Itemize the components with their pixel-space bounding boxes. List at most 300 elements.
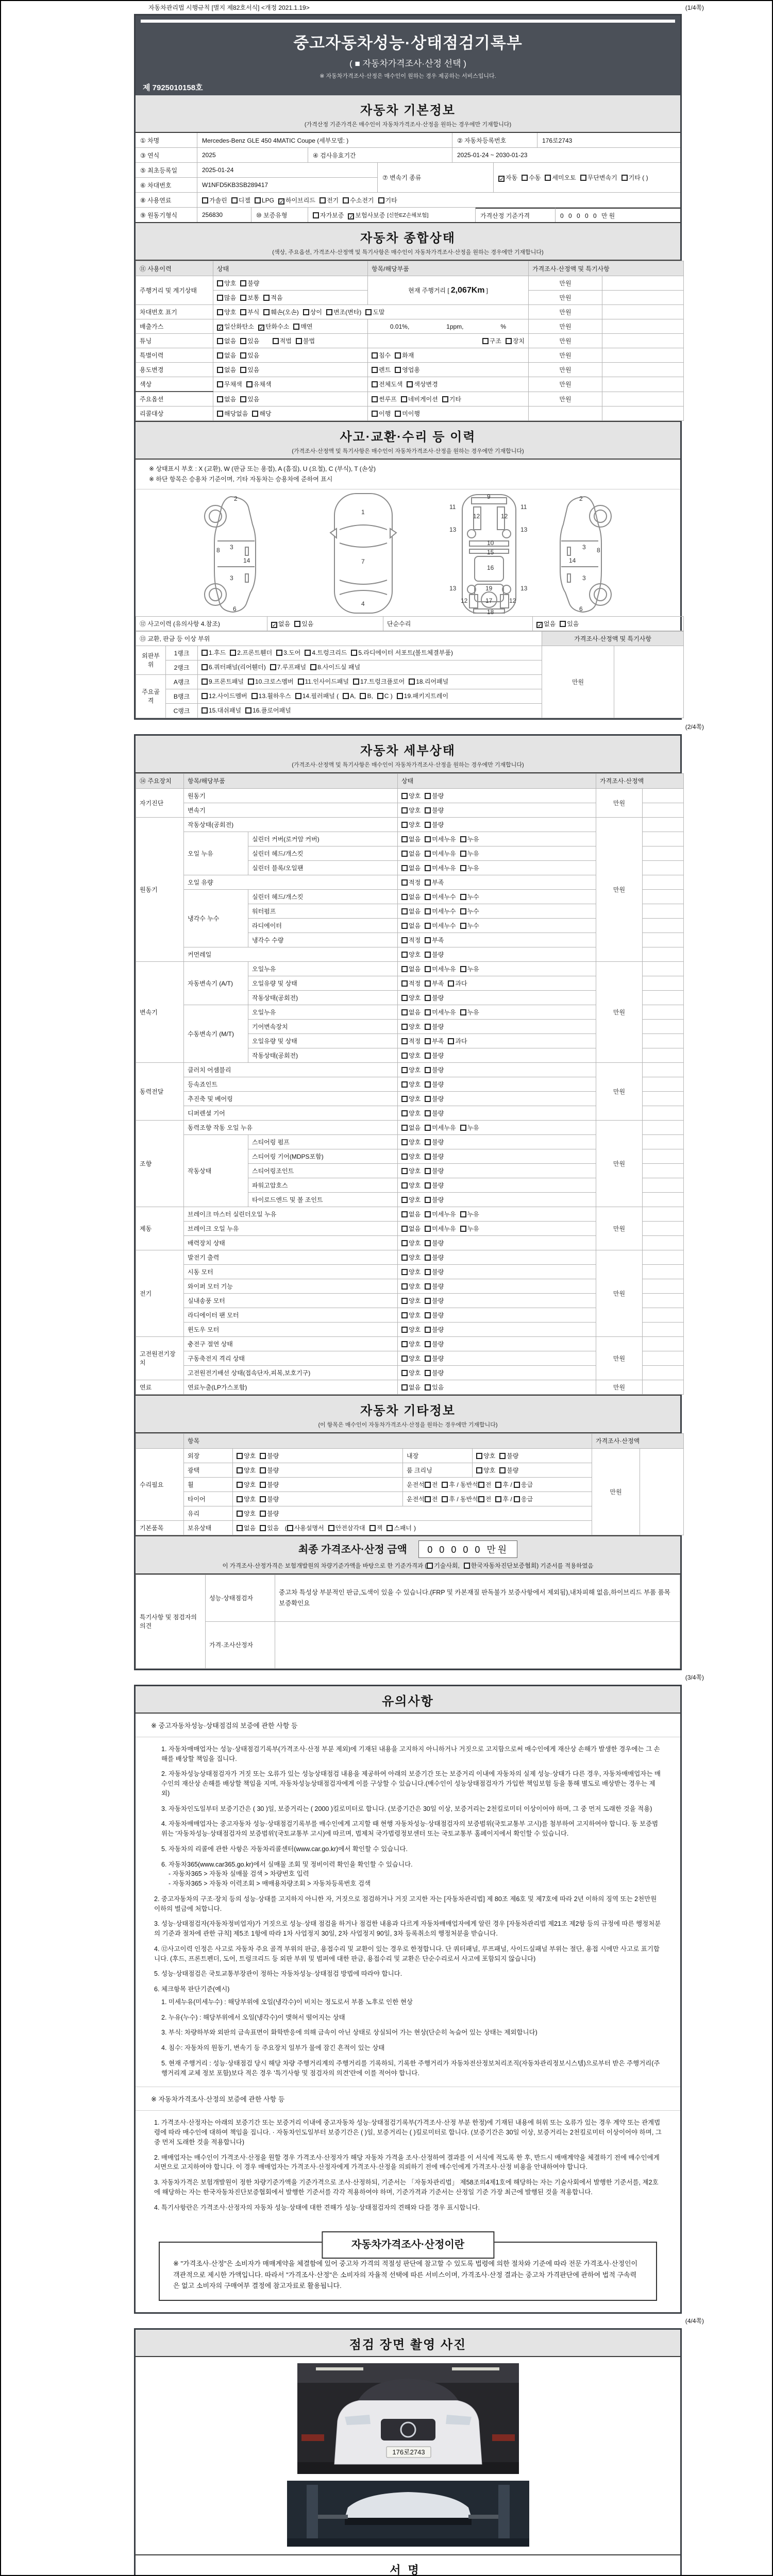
color-state — [213, 377, 368, 392]
checkbox[interactable] — [401, 1067, 408, 1073]
checkbox[interactable] — [476, 1453, 482, 1459]
checkbox[interactable] — [460, 836, 466, 842]
checkbox[interactable] — [401, 1327, 408, 1333]
checkbox[interactable] — [401, 1355, 408, 1362]
checkbox[interactable] — [401, 1096, 408, 1102]
checkbox[interactable] — [378, 197, 384, 204]
checkbox[interactable] — [425, 836, 431, 842]
checkbox[interactable] — [401, 1038, 408, 1044]
checkbox[interactable] — [425, 1067, 431, 1073]
accident-history-table — [136, 616, 684, 631]
checkbox[interactable] — [401, 1053, 408, 1059]
checkbox[interactable] — [263, 309, 270, 315]
checkbox[interactable] — [284, 1524, 293, 1532]
checkbox[interactable] — [460, 851, 466, 857]
checkbox[interactable] — [305, 650, 311, 656]
note-cell — [643, 1192, 684, 1207]
checkbox[interactable] — [425, 1182, 431, 1189]
emission-label: 배출가스 — [136, 319, 213, 334]
checkbox-label: 양호 — [409, 1023, 421, 1030]
checkbox[interactable] — [401, 1168, 408, 1174]
checkbox-label: 있음 — [247, 337, 260, 345]
checkbox[interactable] — [425, 966, 431, 972]
checkbox[interactable] — [499, 1453, 506, 1459]
checkbox[interactable] — [237, 1511, 243, 1517]
checkbox[interactable] — [425, 1269, 431, 1275]
checkbox[interactable] — [425, 1226, 431, 1232]
checkbox[interactable] — [386, 1525, 393, 1531]
checkbox[interactable] — [251, 693, 258, 699]
checkbox[interactable] — [425, 908, 431, 914]
note-cell — [643, 1308, 684, 1322]
checkbox[interactable] — [401, 879, 408, 886]
inspector-label: 성능·상태점검자 — [206, 1574, 275, 1621]
checkbox[interactable] — [448, 980, 454, 987]
checkbox[interactable] — [255, 197, 261, 204]
checkbox[interactable] — [372, 352, 378, 359]
checkbox[interactable] — [217, 309, 223, 315]
checkbox[interactable] — [343, 693, 349, 699]
notice-block-2 — [136, 2111, 680, 2221]
checkbox[interactable] — [260, 1511, 266, 1517]
checkbox[interactable] — [401, 1384, 408, 1391]
checkbox[interactable] — [237, 1453, 243, 1459]
checkbox[interactable] — [425, 1482, 431, 1488]
checkbox-label: 사용설명서 — [294, 1524, 324, 1532]
checkbox[interactable] — [425, 1053, 431, 1059]
checkbox[interactable] — [425, 1496, 431, 1502]
checkbox-label: 누수 — [467, 893, 479, 901]
checkbox[interactable] — [246, 381, 253, 387]
checkbox[interactable] — [313, 212, 319, 218]
item-cell: 실린더 헤드/개스킷 — [248, 846, 398, 860]
item-cell: 실린더 헤드/개스킷 — [248, 889, 398, 904]
state-cell — [398, 933, 596, 947]
note-cell — [643, 1091, 684, 1106]
checkbox[interactable] — [401, 851, 408, 857]
separator: / — [510, 1495, 512, 1503]
sub-oil-leak: 오일 누유 — [184, 832, 248, 875]
checkbox[interactable] — [298, 679, 304, 685]
checkbox[interactable] — [401, 807, 408, 814]
checkbox[interactable] — [401, 1125, 408, 1131]
rank1-label: 1랭크 — [166, 646, 198, 660]
checkbox[interactable] — [401, 1370, 408, 1376]
checkbox[interactable] — [201, 679, 208, 685]
transmission-options — [494, 163, 680, 192]
checkbox[interactable] — [522, 175, 528, 181]
checkbox[interactable]: ✓ — [218, 325, 223, 331]
svg-text:18: 18 — [487, 608, 494, 615]
checkbox[interactable] — [401, 908, 408, 914]
checkbox[interactable] — [425, 807, 431, 814]
checkbox[interactable] — [425, 1125, 431, 1131]
checkbox[interactable]: ✓ — [537, 622, 543, 629]
checkbox[interactable] — [407, 381, 413, 387]
checkbox[interactable] — [401, 894, 408, 900]
checkbox[interactable] — [560, 621, 566, 627]
appraisal-definition-body: ※ "가격조사·산정"은 소비자가 매매계약을 체결함에 있어 중고차 가격의 적절성 판단에 참고할 수 있도록 법령에 의한 절차와 기준에 따라 전문 가격조사·산정인이 객관적으로 제시한 가액입니다. 따라서 "가격조사·산정"은 소비자의 자율적 선택에 따른 서비스이며, 가격조사·산정 결과는 중고차 가격판단에 관하여 법적 구속력은 없고 소비자의 구매여부 결정에 참고자료로 활용됩니다. — [173, 2260, 638, 2290]
usage-change-label: 용도변경 — [136, 363, 213, 377]
checkbox[interactable] — [201, 650, 208, 656]
note-cell — [643, 1279, 684, 1293]
checkbox[interactable] — [401, 1110, 408, 1116]
checkbox[interactable] — [401, 1312, 408, 1318]
checkbox[interactable] — [621, 175, 628, 181]
checkbox-label: 양호 — [409, 1326, 421, 1333]
overall-band — [136, 222, 680, 261]
checkbox[interactable] — [401, 1255, 408, 1261]
checkbox[interactable] — [401, 966, 408, 972]
checkbox[interactable] — [260, 1467, 266, 1473]
checkbox[interactable] — [580, 175, 586, 181]
checkbox[interactable] — [401, 1226, 408, 1232]
checkbox[interactable] — [401, 1182, 408, 1189]
checkbox-label: 없음 — [409, 850, 421, 857]
checkbox[interactable] — [425, 1298, 431, 1304]
checkbox[interactable] — [260, 1525, 266, 1531]
checkbox[interactable] — [260, 1453, 266, 1459]
wheel-positions — [403, 1477, 592, 1492]
checkbox[interactable] — [372, 396, 378, 402]
checkbox[interactable] — [478, 1482, 484, 1488]
state-cell — [398, 832, 596, 846]
device-steering: 조향 — [136, 1120, 184, 1207]
svg-text:1: 1 — [361, 508, 365, 516]
checkbox[interactable] — [425, 1168, 431, 1174]
checkbox[interactable] — [401, 980, 408, 987]
state-cell — [398, 1264, 596, 1279]
vin-mark-label: 차대번호 표기 — [136, 305, 213, 319]
checkbox[interactable] — [217, 280, 223, 286]
checkbox[interactable] — [263, 295, 270, 301]
fuel-checkboxes — [202, 196, 397, 205]
checkbox-label: 응급 — [521, 1481, 533, 1488]
exterior-state — [233, 1448, 403, 1463]
checkbox[interactable] — [425, 952, 431, 958]
checkbox[interactable] — [425, 894, 431, 900]
checkbox[interactable] — [460, 865, 466, 871]
checkbox[interactable] — [260, 1496, 266, 1502]
checkbox[interactable] — [460, 1009, 466, 1015]
exchange-price-col: 가격조사·산정액 및 특기사항 — [542, 631, 684, 646]
checkbox[interactable]: ✓ — [279, 198, 284, 205]
checkbox-label: 누유 — [467, 1225, 479, 1232]
checkbox[interactable]: ✓ — [349, 213, 354, 220]
checkbox-label: 누유 — [467, 1124, 479, 1131]
checkbox-label: 누유 — [467, 965, 479, 973]
notice-block-1 — [136, 1737, 680, 2087]
checkbox[interactable] — [425, 1370, 431, 1376]
checkbox[interactable] — [427, 1563, 433, 1569]
checkbox[interactable] — [442, 1496, 448, 1502]
rankA-label: A랭크 — [166, 674, 198, 689]
checkbox[interactable] — [365, 309, 372, 315]
checkbox[interactable] — [425, 1154, 431, 1160]
checkbox[interactable] — [353, 679, 359, 685]
checkbox[interactable] — [372, 411, 378, 417]
checkbox[interactable] — [237, 1482, 243, 1488]
checkbox[interactable] — [425, 1255, 431, 1261]
checkbox[interactable] — [425, 937, 431, 943]
checkbox[interactable] — [425, 822, 431, 828]
checkbox[interactable] — [201, 707, 208, 714]
checkbox[interactable] — [499, 1467, 506, 1473]
checkbox[interactable] — [425, 1312, 431, 1318]
checkbox[interactable] — [401, 1298, 408, 1304]
checkbox[interactable] — [217, 352, 223, 359]
checkbox[interactable] — [295, 693, 301, 699]
checkbox[interactable] — [401, 793, 408, 799]
notice-item: 1. 가격조사·산정자는 아래의 보증기간 또는 보증거리 이내에 중고자동차 성능·상태점검기록부(가격조사·산정 부분 한정)에 기재된 내용에 허위 또는 오류가 있는 경우 계약 또는 관계법령에 따라 매수인에 대하여 책임을 집니다. · 자동차인도일부터 보증기간은 ( )일, 보증거리는 ( )킬로미터로 합니다. (보증기간은 30일 이상, 보증거리는 2천킬로미터 이상이어야 하며, 그 중 먼저 도래한 것을 적용합니다) — [154, 2119, 662, 2146]
checkbox[interactable] — [514, 1496, 520, 1502]
checkbox[interactable] — [425, 1139, 431, 1145]
checkbox[interactable] — [401, 1269, 408, 1275]
notice-item: 6. 자동차365(www.car365.go.kr)에서 실매물 조회 및 정비이력 확인을 확인할 수 있습니다. — [161, 1860, 413, 1868]
svg-text:2: 2 — [234, 495, 238, 502]
checkbox[interactable] — [425, 1355, 431, 1362]
checkbox[interactable]: ✓ — [272, 622, 277, 629]
final-price-label: 최종 가격조사·산정 금액 — [298, 1544, 407, 1555]
checkbox-label: 불량 — [432, 1326, 444, 1333]
checkbox[interactable] — [377, 693, 383, 699]
checkbox[interactable] — [495, 1496, 501, 1502]
table-header-row — [136, 773, 684, 788]
checkbox-label: 양호 — [409, 1052, 421, 1059]
checkbox[interactable] — [425, 851, 431, 857]
checkbox[interactable] — [401, 1009, 408, 1015]
checkbox[interactable] — [425, 793, 431, 799]
checkbox[interactable] — [248, 679, 254, 685]
checkbox[interactable] — [442, 396, 448, 402]
checkbox[interactable] — [482, 338, 489, 344]
checkbox[interactable] — [425, 865, 431, 871]
checkbox[interactable] — [360, 693, 366, 699]
special-history-label: 특별이력 — [136, 348, 213, 363]
rank2-options — [198, 660, 542, 674]
checkbox[interactable] — [425, 1024, 431, 1030]
reg-no-value: 176로2743 — [542, 137, 573, 144]
checkbox[interactable] — [401, 822, 408, 828]
checkbox[interactable] — [425, 1081, 431, 1088]
checkbox[interactable] — [395, 411, 401, 417]
checkbox[interactable] — [460, 894, 466, 900]
checkbox[interactable] — [401, 1024, 408, 1030]
checkbox[interactable] — [460, 908, 466, 914]
svg-text:13: 13 — [520, 584, 528, 592]
unit-cell: 만원 — [529, 276, 602, 291]
checkbox-label: 없음 — [409, 1008, 421, 1016]
table-row — [136, 392, 684, 406]
checkbox[interactable] — [240, 309, 246, 315]
checkbox[interactable] — [425, 1384, 431, 1391]
checkbox[interactable] — [401, 952, 408, 958]
checkbox[interactable] — [401, 1341, 408, 1347]
svg-text:12: 12 — [461, 597, 468, 604]
checkbox[interactable] — [425, 1096, 431, 1102]
final-price-section — [136, 1535, 680, 1574]
checkbox[interactable] — [425, 1038, 431, 1044]
checkbox[interactable]: ✓ — [259, 325, 264, 331]
item-cell: 구동축전지 격리 상태 — [184, 1351, 398, 1365]
checkbox[interactable] — [273, 338, 279, 344]
checkbox[interactable] — [369, 1525, 376, 1531]
checkbox[interactable] — [296, 338, 302, 344]
warranty-type-label: ⑩ 보증유형 — [251, 208, 308, 222]
item-cell: 오일누유 — [248, 961, 398, 976]
item-cell: 라디에이터 — [248, 918, 398, 933]
checkbox[interactable] — [401, 865, 408, 871]
checkbox[interactable] — [343, 197, 349, 204]
checkbox[interactable] — [397, 693, 403, 699]
checkbox[interactable] — [245, 707, 251, 714]
checkbox[interactable] — [240, 338, 246, 344]
checkbox[interactable] — [425, 995, 431, 1001]
checkbox[interactable] — [237, 1525, 243, 1531]
checkbox[interactable] — [495, 1482, 501, 1488]
basic-info-subtitle: (가격산정 기준가격은 매수인이 자동차가격조사·산정을 원하는 경우에만 기재합니다) — [304, 122, 512, 128]
checkbox[interactable] — [460, 923, 466, 929]
checkbox[interactable] — [425, 1327, 431, 1333]
checkbox[interactable] — [425, 1283, 431, 1290]
unit-cell: 만원 — [596, 1062, 643, 1120]
checkbox[interactable] — [372, 367, 378, 373]
checkbox[interactable] — [425, 923, 431, 929]
checkbox[interactable] — [294, 621, 300, 627]
page-marker-4: (4/4쪽) — [685, 2317, 704, 2325]
checkbox[interactable] — [240, 295, 246, 301]
checkbox[interactable] — [320, 197, 326, 204]
checkbox[interactable] — [442, 1482, 448, 1488]
checkbox[interactable] — [230, 650, 236, 656]
checkbox[interactable] — [201, 693, 208, 699]
checkbox[interactable] — [217, 381, 223, 387]
checkbox[interactable] — [401, 1283, 408, 1290]
device-fuel: 연료 — [136, 1380, 184, 1394]
checkbox-label: 전 — [431, 1481, 438, 1488]
paren: ) — [414, 1524, 416, 1532]
state-cell — [398, 990, 596, 1005]
checkbox[interactable] — [351, 650, 357, 656]
checkbox[interactable] — [252, 411, 258, 417]
checkbox[interactable] — [401, 1081, 408, 1088]
checkbox[interactable] — [237, 1496, 243, 1502]
state-cell — [398, 1163, 596, 1178]
checkbox[interactable] — [545, 175, 551, 181]
checkbox[interactable] — [401, 1240, 408, 1246]
checkbox[interactable] — [217, 411, 223, 417]
checkbox[interactable] — [425, 980, 431, 987]
svg-text:14: 14 — [569, 556, 576, 564]
checkbox[interactable] — [270, 664, 276, 670]
checkbox[interactable] — [401, 1154, 408, 1160]
checkbox[interactable] — [425, 1211, 431, 1217]
checkbox[interactable] — [401, 1197, 408, 1203]
checkbox[interactable] — [217, 367, 223, 373]
checkbox[interactable] — [372, 381, 378, 387]
checkbox[interactable] — [240, 352, 246, 359]
checkbox[interactable] — [514, 1482, 520, 1488]
checkbox[interactable] — [217, 338, 223, 344]
checkbox[interactable] — [293, 324, 299, 330]
exchange-label: ⑬ 교환, 판금 등 이상 부위 — [136, 631, 542, 646]
checkbox[interactable] — [409, 679, 415, 685]
checkbox[interactable] — [395, 367, 401, 373]
inspector-opinion: 중고차 특성상 부분적인 판금,도색이 있을 수 있습니다.(FRP 및 카본재질 판독불가 보증사항에서 제외됨),내차피해 없음,하이브리드 부품 품목 보증확인요 — [275, 1574, 680, 1621]
checkbox[interactable] — [217, 396, 223, 402]
checkbox[interactable] — [506, 338, 512, 344]
checkbox[interactable] — [460, 1211, 466, 1217]
checkbox[interactable] — [260, 1482, 266, 1488]
checkbox[interactable] — [476, 1467, 482, 1473]
checkbox[interactable] — [425, 1240, 431, 1246]
checkbox[interactable] — [425, 879, 431, 886]
state-cell — [398, 817, 596, 832]
checkbox[interactable] — [240, 396, 246, 402]
checkbox-label: 10.크로스멤버 — [255, 677, 294, 685]
checkbox[interactable] — [464, 1563, 470, 1569]
checkbox[interactable] — [460, 966, 466, 972]
checkbox-label: 해당없음 — [224, 410, 248, 417]
checkbox[interactable] — [231, 197, 238, 204]
checkbox[interactable] — [425, 1110, 431, 1116]
checkbox[interactable] — [328, 1525, 334, 1531]
checkbox-label: 2.프론트휀더 — [237, 649, 273, 656]
checkbox[interactable] — [310, 664, 316, 670]
checkbox[interactable] — [401, 396, 407, 402]
checkbox[interactable] — [401, 836, 408, 842]
interior-state — [473, 1448, 592, 1463]
checkbox-label: 양호 — [409, 1297, 421, 1304]
checkbox[interactable] — [448, 1038, 454, 1044]
state-cell — [398, 1351, 596, 1365]
checkbox[interactable] — [303, 309, 309, 315]
checkbox-label: 훼손(오손) — [271, 309, 299, 316]
checkbox[interactable] — [460, 1125, 466, 1131]
svg-text:4: 4 — [361, 600, 365, 607]
checkbox[interactable] — [217, 295, 223, 301]
others-table — [136, 1433, 684, 1535]
checkbox[interactable] — [478, 1496, 484, 1502]
checkbox[interactable] — [460, 1226, 466, 1232]
checkbox[interactable] — [240, 367, 246, 373]
checkbox[interactable] — [401, 937, 408, 943]
service-note: ※ 자동차가격조사·산정은 매수인이 원하는 경우 제공하는 서비스입니다. — [320, 73, 496, 79]
document-number: 제 7925010158호 — [143, 83, 203, 92]
checkbox[interactable] — [401, 1139, 408, 1145]
checkbox[interactable]: ✓ — [499, 176, 505, 182]
checkbox[interactable] — [201, 664, 208, 670]
checkbox[interactable] — [237, 1467, 243, 1473]
state-cell — [398, 1279, 596, 1293]
checkbox[interactable] — [401, 923, 408, 929]
checkbox[interactable] — [240, 280, 246, 286]
checkbox[interactable] — [401, 995, 408, 1001]
checkbox[interactable] — [395, 352, 401, 359]
checkbox[interactable] — [202, 197, 208, 204]
checkbox[interactable] — [425, 1197, 431, 1203]
state-cell — [398, 1134, 596, 1149]
state-cell — [398, 860, 596, 875]
checkbox[interactable] — [425, 1009, 431, 1015]
checkbox[interactable] — [401, 1211, 408, 1217]
warranty-insurer: [신한EZ손해보험] — [387, 212, 429, 218]
state-cell — [398, 1250, 596, 1264]
checkbox[interactable] — [326, 309, 332, 315]
checkbox[interactable] — [276, 650, 282, 656]
checkbox[interactable] — [425, 1341, 431, 1347]
col-item: 항목/해당부품 — [368, 261, 529, 276]
